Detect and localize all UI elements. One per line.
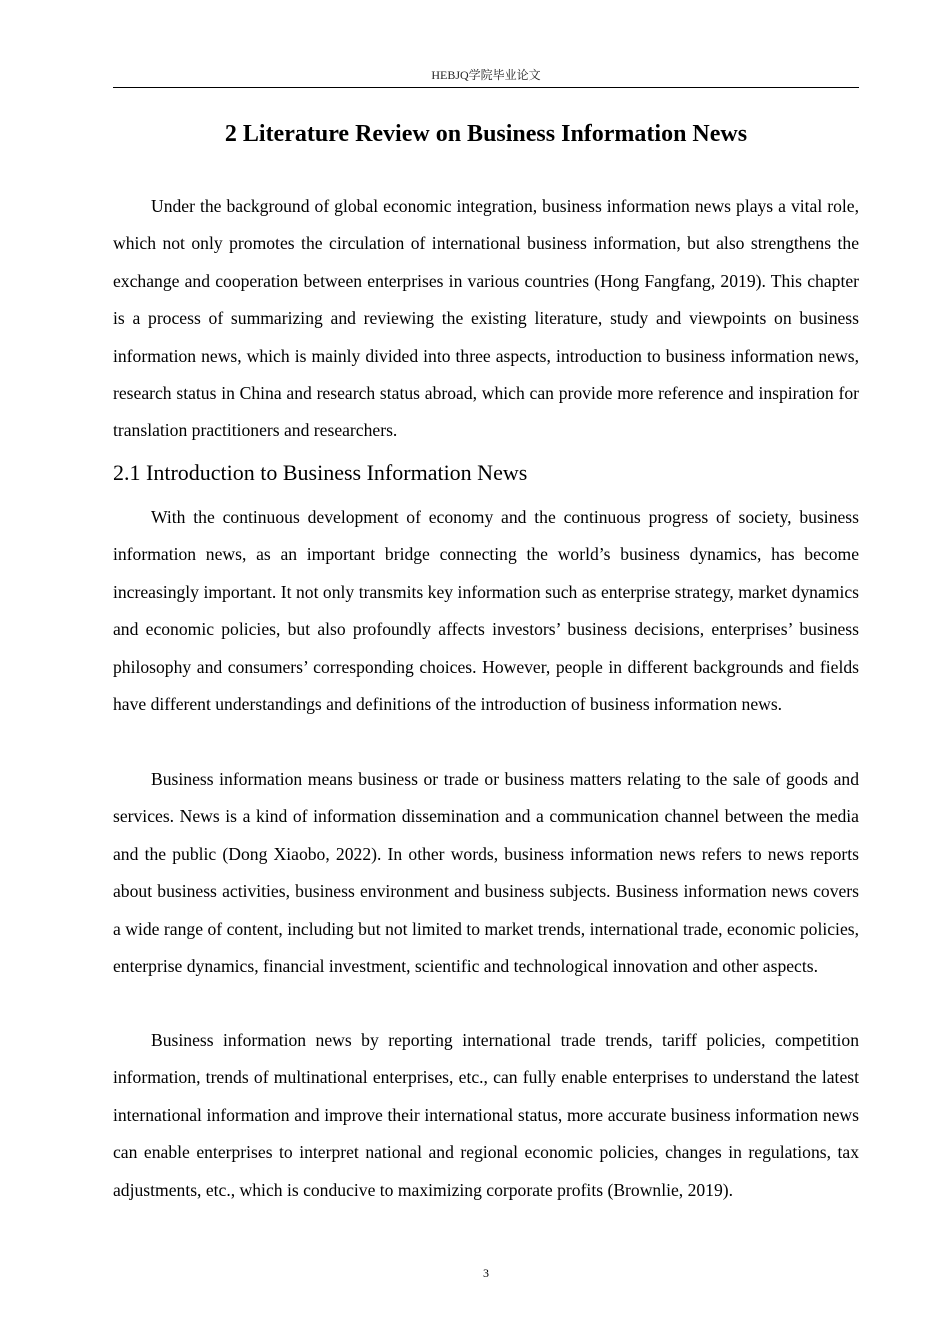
body-paragraph: Business information news by reporting international trade trends, tariff policies, competition information, trends of multinational enterprises, etc., can fully enable enterprises to understand the latest international information and improve their international status, more accurate business information news can enable enterprises to interpret national and regional economic policies, changes in regulations, tax adjustments, etc., which is conducive to maximizing corporate profits (Brownlie, 2019). [113, 1030, 859, 1200]
body-paragraph: Business information means business or trade or business matters relating to the sale of goods and services. News is a kind of information dissemination and a communication channel between the media and the public (Dong Xiaobo, 2022). In other words, business information news refers to news reports about business activities, business environment and business subjects. Business information news covers a wide range of content, including but not limited to market trends, international trade, economic policies, enterprise dynamics, financial investment, scientific and technological innovation and other aspects. [113, 769, 859, 977]
running-header: HEBJQ学院毕业论文 [431, 68, 541, 82]
intro-paragraph: Under the background of global economic integration, business information news plays a vital role, which not only promotes the circulation of international business information, but also strengthens the exchange and cooperation between enterprises in various countries (Hong Fangfang, 2019). This chapter is a process of summarizing and reviewing the existing literature, study and viewpoints on business information news, which is mainly divided into three aspects, introduction to business information news, research status in China and research status abroad, which can provide more reference and inspiration for translation practitioners and researchers. [113, 196, 859, 441]
body-paragraph: With the continuous development of economy and the continuous progress of society, business information news, as an important bridge connecting the world’s business dynamics, has become increasingly important. It not only transmits key information such as enterprise strategy, market dynamics and economic policies, but also profoundly affects investors’ business decisions, enterprises’ business philosophy and consumers’ corresponding choices. However, people in different backgrounds and fields have different understandings and definitions of the introduction of business information news. [113, 507, 859, 715]
chapter-title: 2 Literature Review on Business Information News [224, 121, 748, 147]
header-divider [113, 87, 859, 88]
section-heading: 2.1 Introduction to Business Information News [113, 460, 528, 485]
page-number: 3 [483, 1266, 489, 1280]
